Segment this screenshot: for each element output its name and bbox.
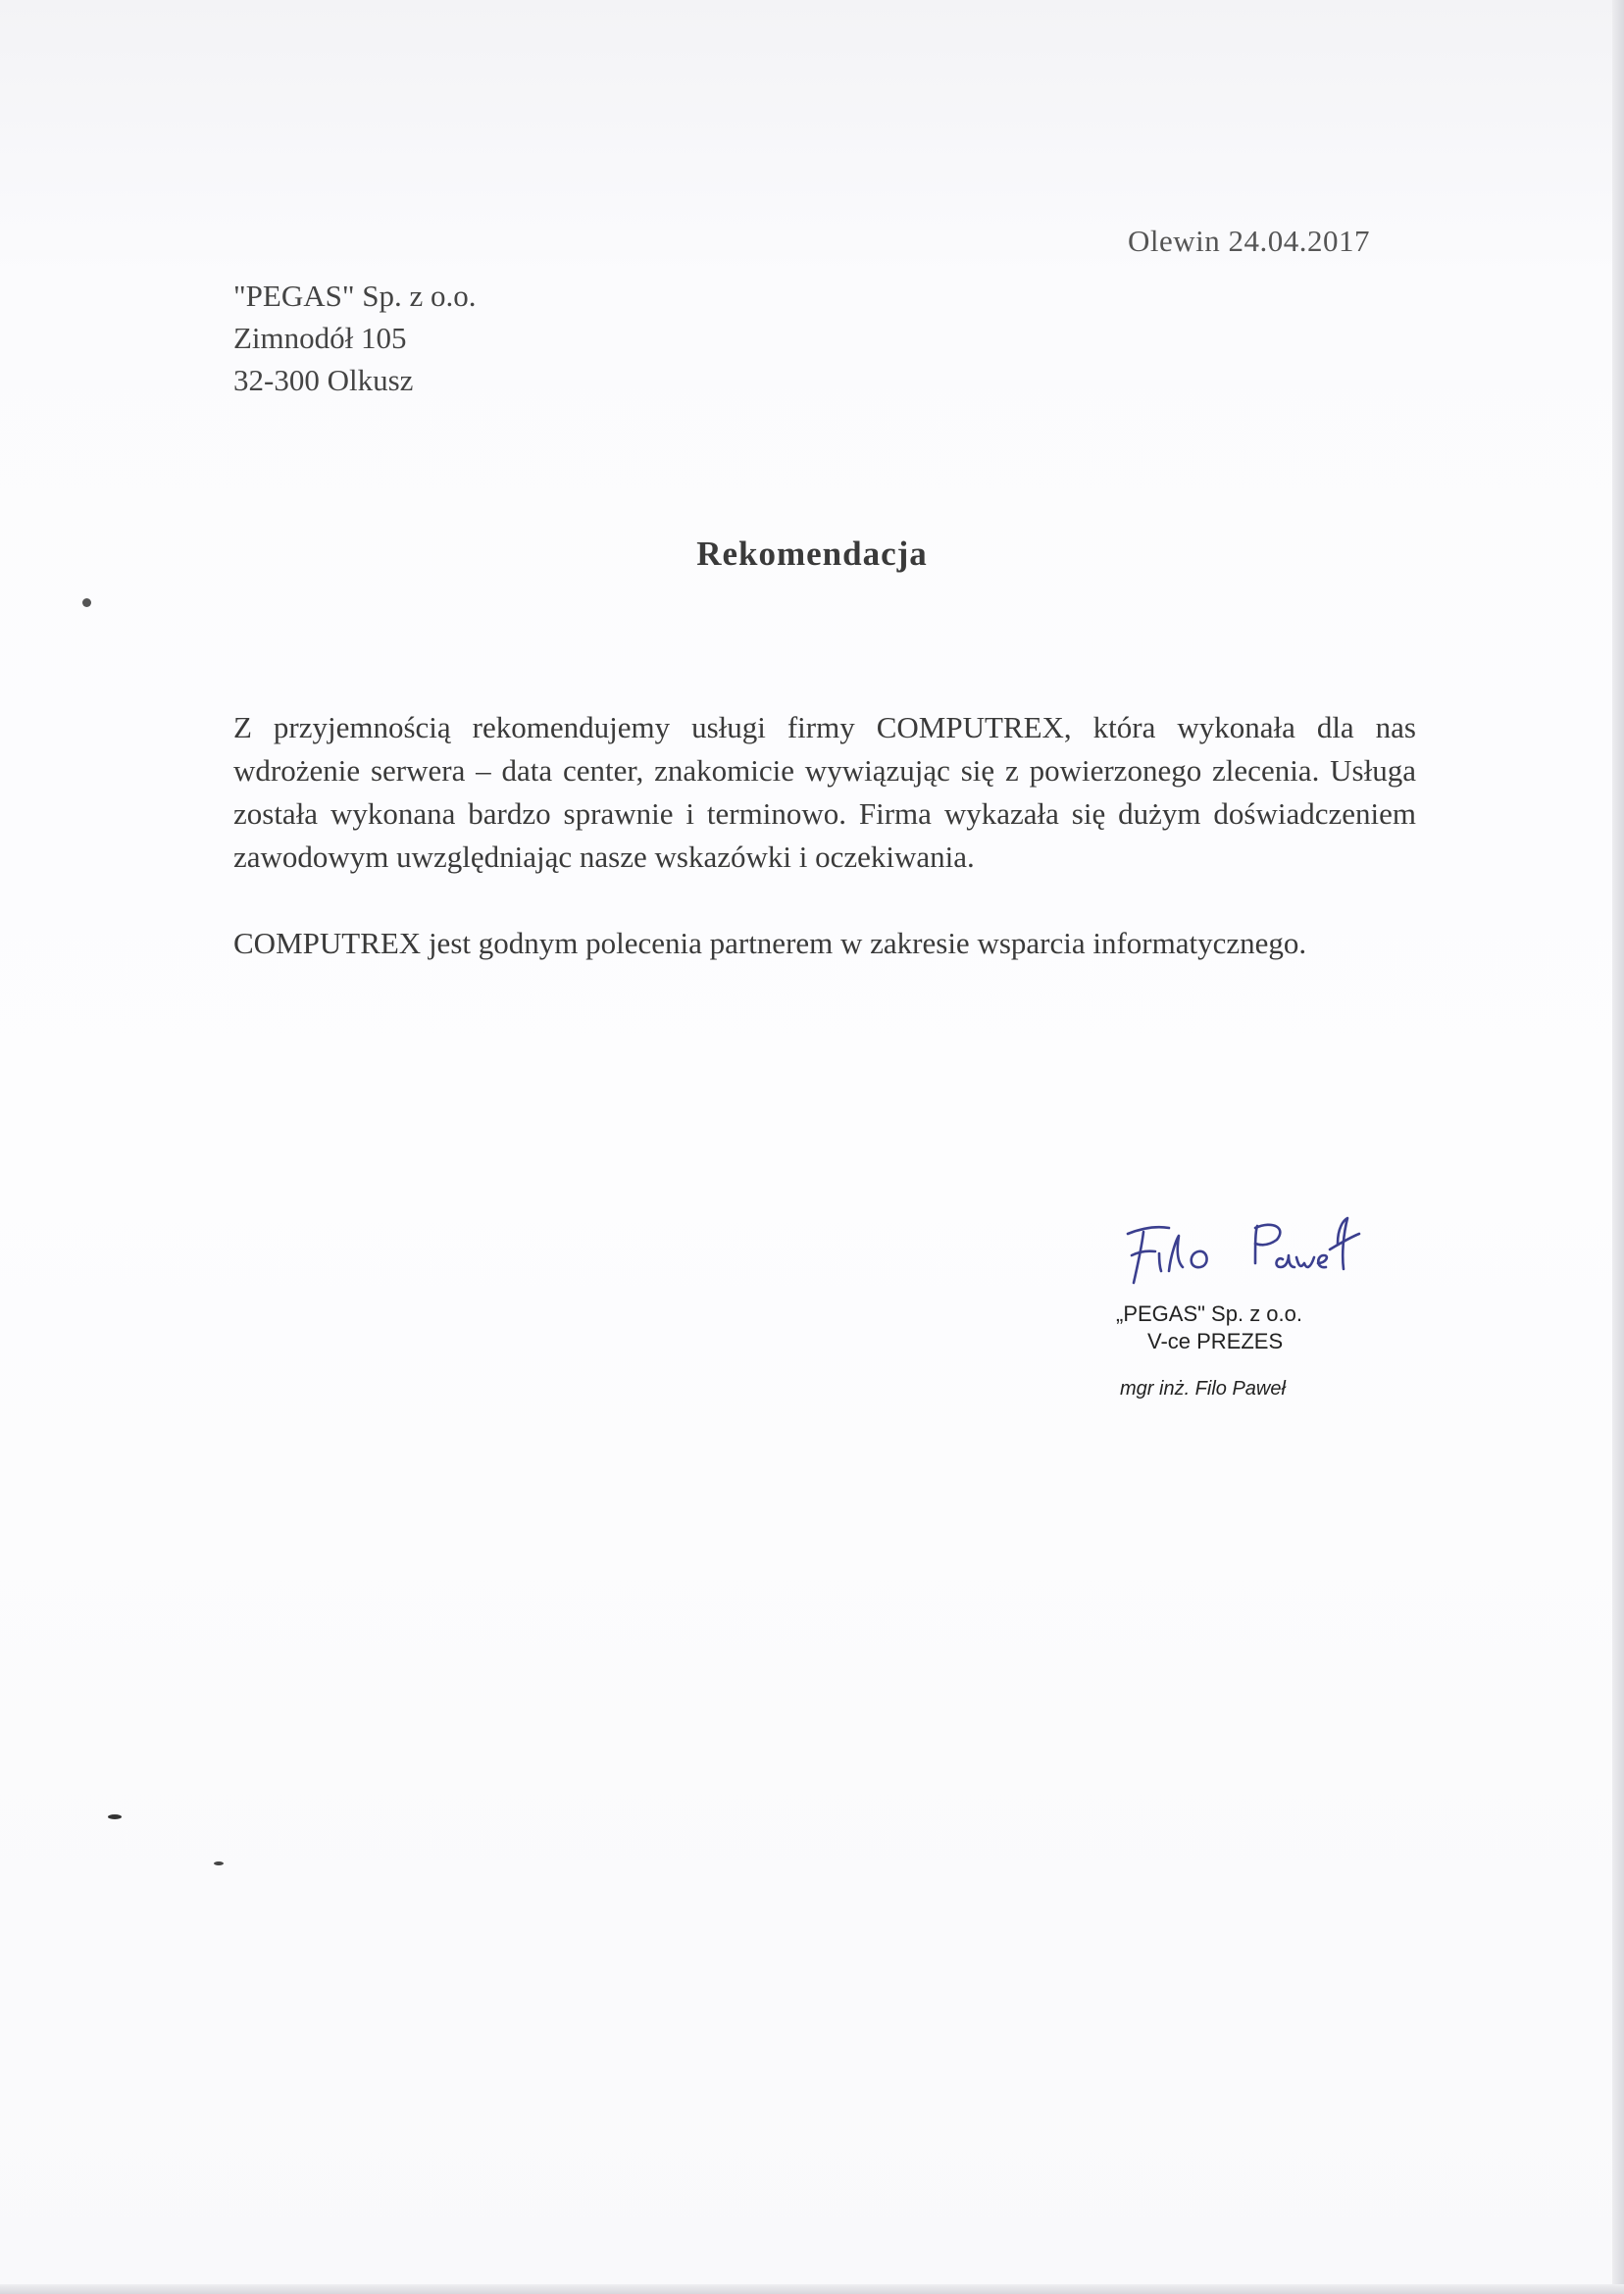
scan-speck — [108, 1814, 122, 1819]
recipient-address — [233, 275, 477, 401]
letter-title: Rekomendacja — [696, 535, 928, 573]
scan-speck — [214, 1861, 224, 1865]
address-line-street: Zimnodół 105 — [233, 321, 407, 355]
scan-edge-bottom — [0, 2284, 1624, 2294]
scan-speck — [82, 598, 91, 607]
handwritten-signature — [1108, 1204, 1402, 1293]
address-line-company: "PEGAS" Sp. z o.o. — [233, 279, 477, 313]
stamp-name: mgr inż. Filo Paweł — [1120, 1378, 1286, 1400]
body-paragraph: COMPUTREX jest godnym polecenia partnerem w zakresie wsparcia informatycznego. — [233, 926, 1307, 960]
letter-body — [233, 706, 1416, 965]
scan-edge-right — [1612, 0, 1624, 2294]
address-line-city: 32-300 Olkusz — [233, 363, 414, 397]
stamp-role: V-ce PREZES — [1147, 1329, 1284, 1353]
letter-date: Olewin 24.04.2017 — [1128, 224, 1371, 258]
stamp-company: „PEGAS" Sp. z o.o. — [1116, 1301, 1302, 1326]
body-paragraph: Z przyjemnością rekomendujemy usługi firmy COMPUTREX, która wykonała dla nas wdrożenie serwera – data center, znakomicie wywiązując się z powierzonego zlecenia. Usługa została wykonana bardzo sprawnie i terminowo. Firma wykazała się dużym doświadczeniem zawodowym uwzględniając nasze wskazówki i oczekiwania. — [233, 710, 1416, 874]
